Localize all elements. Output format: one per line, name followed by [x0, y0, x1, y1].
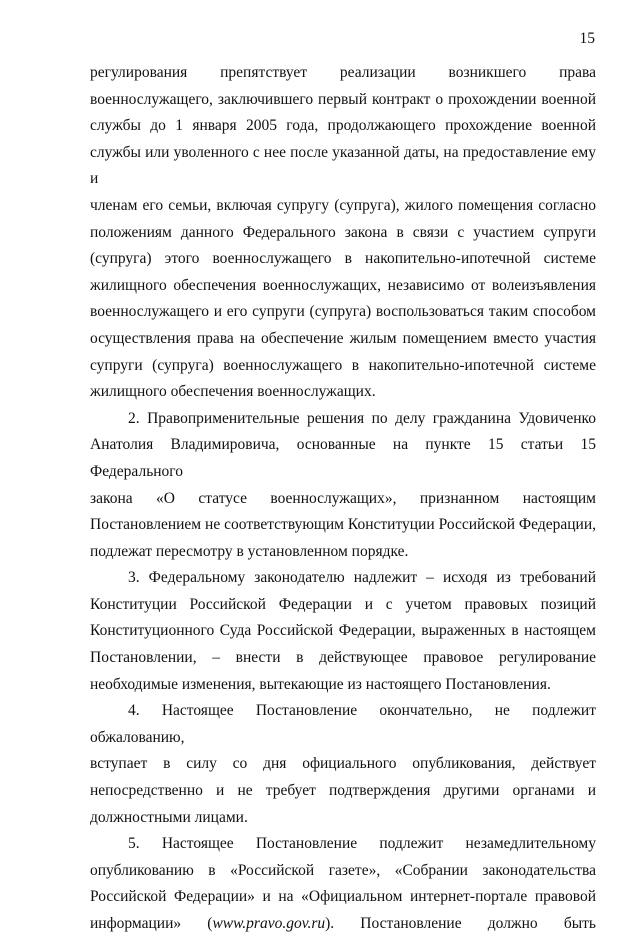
paragraph-continuation: [90, 60, 596, 406]
text-line: должностными лицами.: [90, 808, 248, 826]
text-fragment: ). Постановление должно быть: [325, 915, 596, 932]
text-line: необходимые изменения, вытекающие из настоящего Постановления.: [90, 675, 551, 693]
page-number: 15: [579, 30, 595, 47]
text-line: 4. Настоящее Постановление окончательно, не подлежит обжалованию,: [90, 702, 596, 746]
text-line: подлежат пересмотру в установленном порядке.: [90, 542, 409, 560]
text-line: жилищного обеспечения военнослужащих.: [90, 383, 376, 401]
text-line: жилищного обеспечения военнослужащих, независимо от волеизъявления: [90, 276, 596, 294]
text-line: 2. Правоприменительные решения по делу гражданина Удовиченко: [128, 409, 596, 427]
text-line: службы до 1 января 2005 года, продолжающего прохождение военной: [90, 117, 596, 135]
text-line-with-url: [90, 911, 596, 938]
paragraph-4: [90, 698, 596, 831]
paragraph-5: [90, 831, 596, 937]
text-line: Конституции Российской Федерации и с учетом правовых позиций: [90, 595, 596, 613]
text-line: Российской Федерации» и на «Официальном интернет-портале правовой: [90, 888, 596, 906]
document-body: [90, 60, 596, 938]
text-line: (супруга) этого военнослужащего в накопительно-ипотечной системе: [90, 250, 596, 268]
text-line: военнослужащего, заключившего первый контракт о прохождении военной: [90, 90, 596, 108]
text-line: Постановлении, – внести в действующее правовое регулирование: [90, 649, 596, 667]
text-line: 5. Настоящее Постановление подлежит незамедлительному: [128, 835, 596, 853]
text-line: положениям данного Федерального закона в связи с участием супруги: [90, 223, 596, 241]
text-line: военнослужащего и его супруги (супруга) воспользоваться таким способом: [90, 303, 596, 321]
text-line: членам его семьи, включая супругу (супруга), жилого помещения согласно: [90, 196, 596, 214]
paragraph-2: [90, 406, 596, 566]
text-line: Постановлением не соответствующим Конституции Российской Федерации,: [90, 516, 596, 534]
text-line: регулирования препятствует реализации возникшего права: [90, 64, 596, 81]
text-line: непосредственно и не требует подтверждения другими органами и: [90, 782, 596, 800]
text-line: осуществления права на обеспечение жилым помещением вместо участия: [90, 329, 596, 347]
text-line: опубликованию в «Российской газете», «Собрании законодательства: [90, 861, 596, 879]
text-line: службы или уволенного с нее после указанной даты, на предоставление ему и: [90, 143, 596, 188]
text-line: закона «О статусе военнослужащих», признанном настоящим: [90, 489, 596, 507]
paragraph-3: [90, 565, 596, 698]
text-fragment: информации» (: [90, 915, 213, 932]
text-line: супруги (супруга) военнослужащего в накопительно-ипотечной системе: [90, 356, 596, 374]
text-line: Анатолия Владимировича, основанные на пункте 15 статьи 15 Федерального: [90, 436, 596, 480]
text-line: Конституционного Суда Российской Федерации, выраженных в настоящем: [90, 622, 596, 640]
text-line: 3. Федеральному законодателю надлежит – исходя из требований: [128, 569, 596, 587]
text-line: вступает в силу со дня официального опубликования, действует: [90, 755, 596, 773]
website-url: www.pravo.gov.ru: [212, 915, 326, 932]
